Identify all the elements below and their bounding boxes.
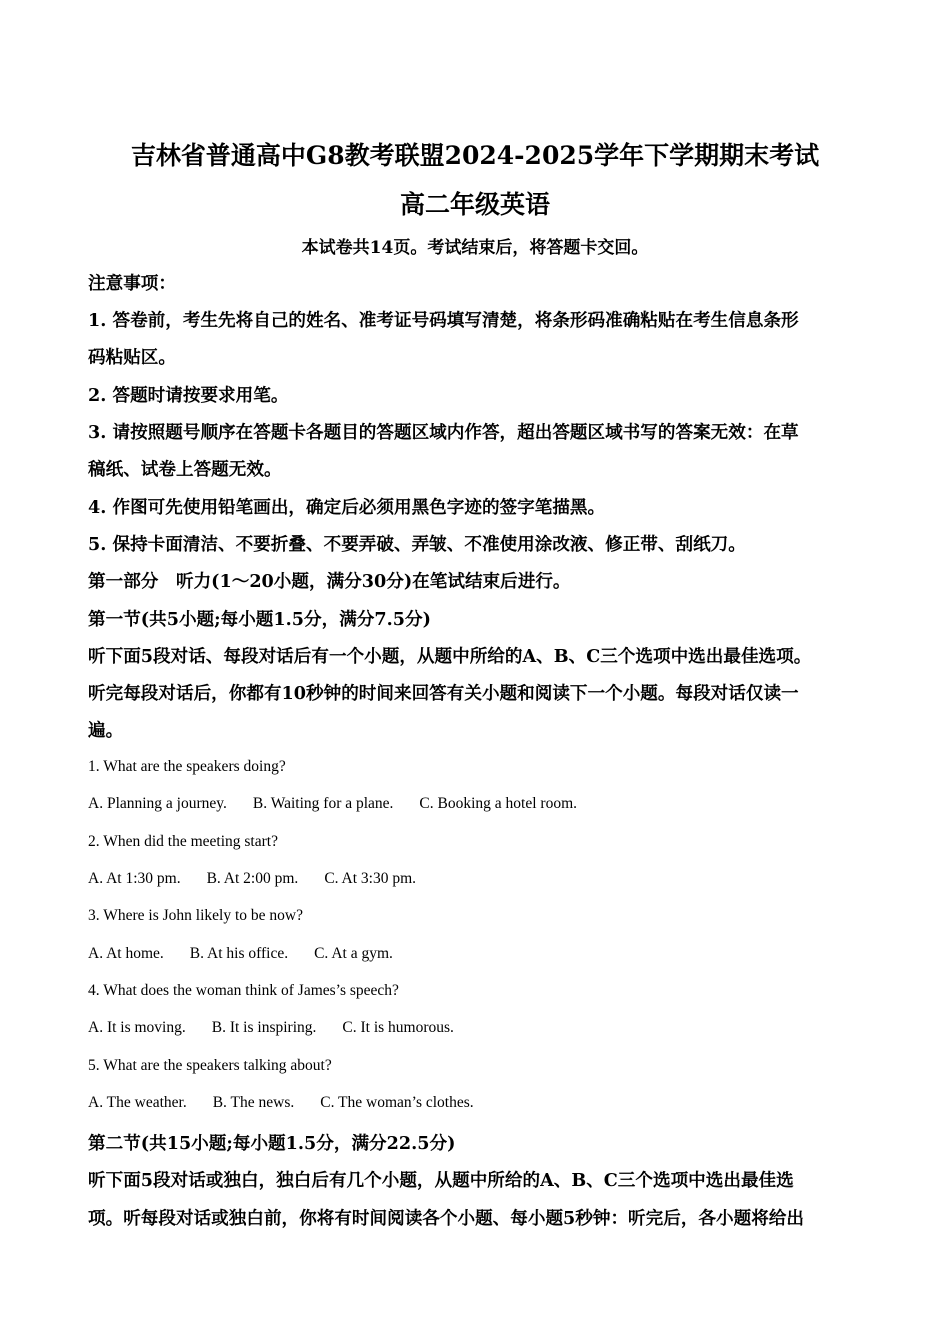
question-3-option-b: B. At his office.	[189, 945, 289, 962]
question-5-stem: 5. What are the speakers talking about?	[88, 1057, 332, 1074]
question-1-option-c: C. Booking a hotel room.	[419, 795, 577, 812]
question-4-options	[88, 1019, 454, 1037]
notice-item-3: 3. 请按照题号顺序在答题卡各题目的答题区域内作答，超出答题区域书写的答案无效：在草	[88, 422, 799, 443]
notice-item-3-cont: 稿纸、试卷上答题无效。	[88, 459, 282, 480]
question-1-option-a: A. Planning a journey.	[88, 795, 227, 812]
question-4-option-c: C. It is humorous.	[342, 1019, 454, 1036]
question-3-options	[88, 945, 393, 963]
question-5-option-b: B. The news.	[212, 1094, 295, 1111]
section2-instructions: 听下面5段对话或独白，独白后有几个小题，从题中所给的A、B、C三个选项中选出最佳选	[88, 1170, 794, 1191]
question-5-option-c: C. The woman’s clothes.	[320, 1094, 474, 1111]
question-3-stem: 3. Where is John likely to be now?	[88, 907, 303, 924]
question-3-option-c: C. At a gym.	[314, 945, 393, 962]
section1-instructions-end: 遍。	[88, 720, 124, 741]
section2-heading: 第二节(共15小题;每小题1.5分，满分22.5分)	[88, 1133, 456, 1154]
section1-heading: 第一节(共5小题;每小题1.5分，满分7.5分)	[88, 609, 431, 630]
question-2-option-c: C. At 3:30 pm.	[324, 870, 417, 887]
part1-heading: 第一部分 听力(1～20小题，满分30分)在笔试结束后进行。	[88, 571, 571, 592]
question-1-stem: 1. What are the speakers doing?	[88, 758, 286, 775]
notice-item-4: 4. 作图可先使用铅笔画出，确定后必须用黑色字迹的签字笔描黑。	[88, 497, 606, 518]
exam-info: 本试卷共14页。考试结束后，将答题卡交回。	[301, 238, 649, 258]
notice-item-5: 5. 保持卡面清洁、不要折叠、不要弄破、弄皱、不准使用涂改液、修正带、刮纸刀。	[88, 534, 746, 555]
question-4-option-a: A. It is moving.	[88, 1019, 186, 1036]
question-1-option-b: B. Waiting for a plane.	[252, 795, 394, 812]
question-4-stem: 4. What does the woman think of James’s speech?	[88, 982, 399, 999]
exam-subject-title: 高二年级英语	[399, 190, 550, 219]
question-2-option-b: B. At 2:00 pm.	[206, 870, 299, 887]
question-2-option-a: A. At 1:30 pm.	[88, 870, 181, 887]
section1-instructions-cont: 听完每段对话后，你都有10秒钟的时间来回答有关小题和阅读下一个小题。每段对话仅读一	[88, 683, 799, 704]
question-2-options	[88, 870, 416, 888]
notice-item-1: 1. 答卷前，考生先将自己的姓名、准考证号码填写清楚，将条形码准确粘贴在考生信息条形	[88, 310, 799, 331]
notice-heading: 注意事项：	[88, 273, 176, 294]
section1-instructions: 听下面5段对话、每段对话后有一个小题，从题中所给的A、B、C三个选项中选出最佳选项。	[88, 646, 812, 667]
question-5-options	[88, 1094, 474, 1112]
section2-instructions-cont: 项。听每段对话或独白前，你将有时间阅读各个小题、每小题5秒钟：听完后，各小题将给出	[88, 1208, 804, 1229]
question-2-stem: 2. When did the meeting start?	[88, 833, 278, 850]
question-4-option-b: B. It is inspiring.	[211, 1019, 317, 1036]
question-3-option-a: A. At home.	[88, 945, 164, 962]
notice-item-1-cont: 码粘贴区。	[88, 347, 176, 368]
question-1-options	[88, 795, 577, 813]
exam-title: 吉林省普通高中G8教考联盟2024-2025学年下学期期末考试	[130, 141, 820, 170]
notice-item-2: 2. 答题时请按要求用笔。	[88, 385, 289, 406]
question-5-option-a: A. The weather.	[88, 1094, 187, 1111]
